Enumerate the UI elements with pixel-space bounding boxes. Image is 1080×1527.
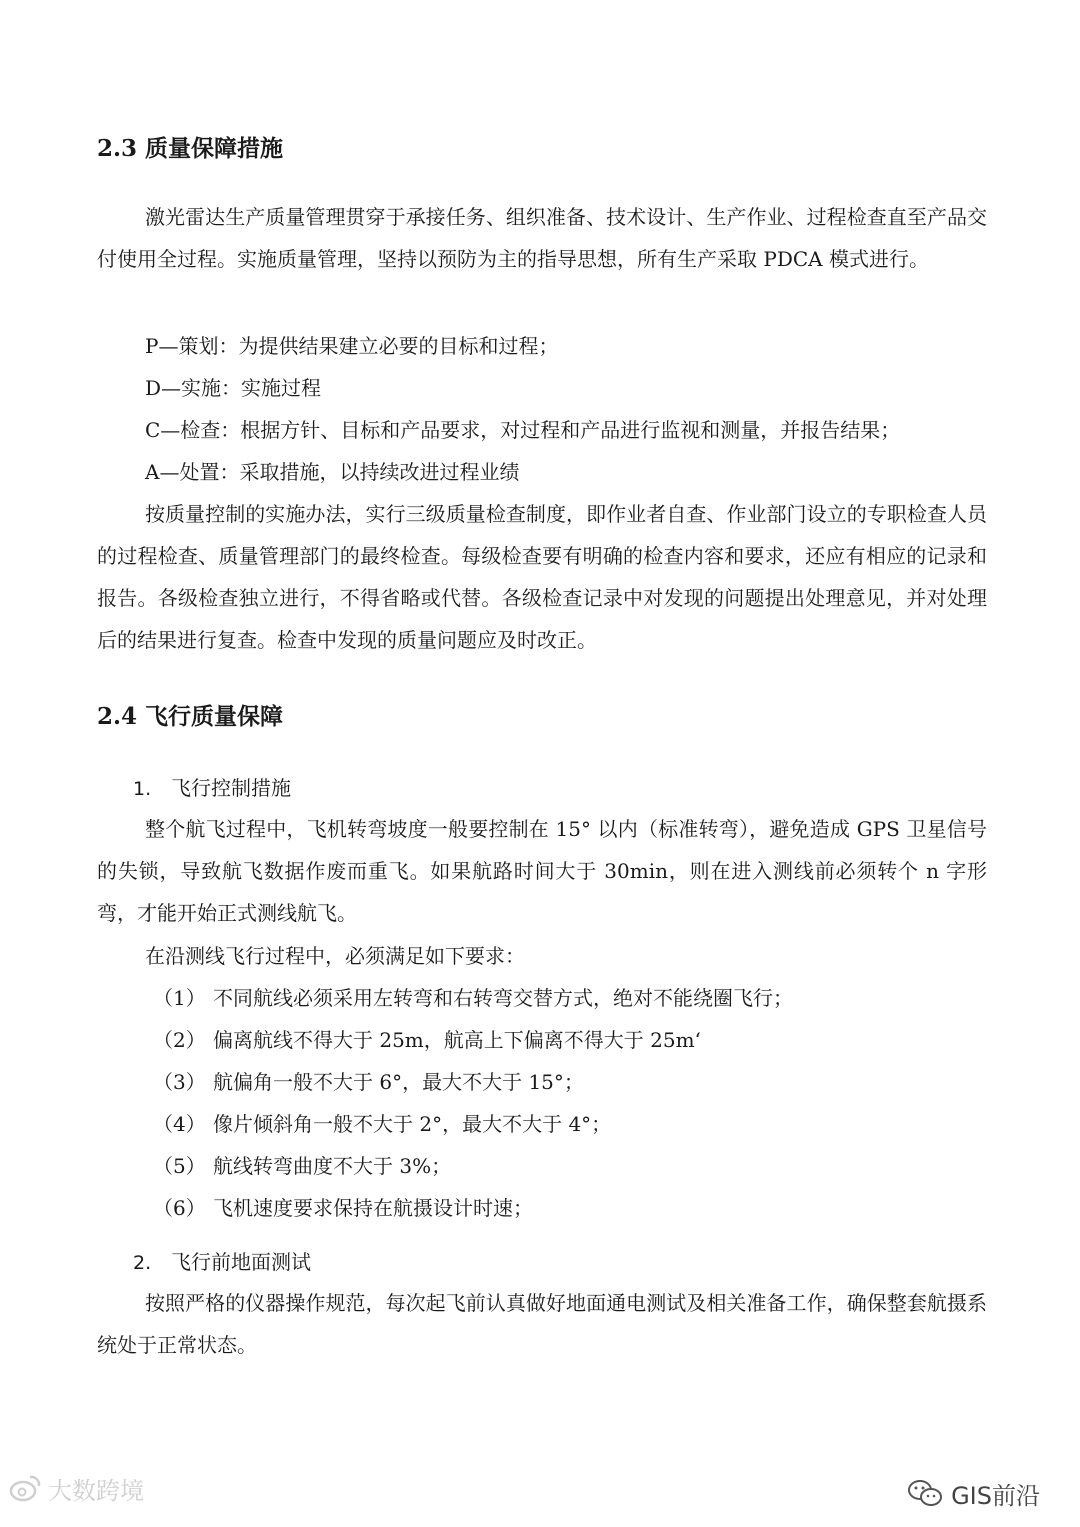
requirement-text: 飞机速度要求保持在航摄设计时速； — [213, 1196, 533, 1220]
section-2-3-intro: 激光雷达生产质量管理贯穿于承接任务、组织准备、技术设计、生产作业、过程检查直至产品交付使用全过程。实施质量管理，坚持以预防为主的指导思想，所有生产采取 PDCA 模式进行。 — [97, 205, 987, 271]
requirement-1 — [153, 984, 793, 1012]
weibo-logo-icon — [8, 1473, 42, 1503]
requirement-text: 航线转弯曲度不大于 3%； — [213, 1154, 452, 1178]
requirement-number: （4） — [153, 1112, 206, 1136]
watermark-left — [8, 1470, 144, 1506]
watermark-right — [907, 1475, 1040, 1511]
watermark-right-text: GIS前沿 — [951, 1481, 1040, 1510]
requirement-number: （5） — [153, 1154, 206, 1178]
wechat-logo-icon — [907, 1478, 943, 1508]
pdca-d: D—实施：实施过程 — [145, 376, 322, 400]
requirements-intro: 在沿测线飞行过程中，必须满足如下要求： — [145, 944, 525, 968]
pdca-c: C—检查：根据方针、目标和产品要求，对过程和产品进行监视和测量，并报告结果； — [145, 418, 901, 442]
requirement-4 — [153, 1110, 611, 1138]
item-2-title: 飞行前地面测试 — [171, 1250, 311, 1274]
requirement-text: 不同航线必须采用左转弯和右转弯交替方式，绝对不能绕圈飞行； — [213, 986, 793, 1010]
requirement-text: 像片倾斜角一般不大于 2°，最大不大于 4°； — [213, 1112, 612, 1136]
requirement-number: （6） — [153, 1196, 206, 1220]
item-1-heading — [133, 774, 291, 803]
requirement-text: 偏离航线不得大于 25m，航高上下偏离不得大于 25m‘ — [213, 1028, 701, 1052]
section-2-4-title: 2.4 飞行质量保障 — [97, 703, 284, 730]
item-2-paragraph: 按照严格的仪器操作规范，每次起飞前认真做好地面通电测试及相关准备工作，确保整套航摄系统处于正常状态。 — [97, 1291, 987, 1357]
item-2-number: 2. — [133, 1252, 152, 1274]
requirement-6 — [153, 1194, 533, 1222]
pdca-p: P—策划：为提供结果建立必要的目标和过程； — [145, 334, 559, 358]
item-1-paragraph: 整个航飞过程中，飞机转弯坡度一般要控制在 15° 以内（标准转弯），避免造成 GPS 卫星信号的失锁，导致航飞数据作废而重飞。如果航路时间大于 30min，则在进入测线前必须转个 n 字形弯，才能开始正式测线航飞。 — [97, 817, 987, 925]
requirement-number: （2） — [153, 1028, 206, 1052]
pdca-a: A—处置：采取措施，以持续改进过程业绩 — [145, 460, 520, 484]
item-1-number: 1. — [133, 778, 152, 800]
item-2-heading — [133, 1248, 311, 1277]
requirement-5 — [153, 1152, 451, 1180]
requirement-number: （3） — [153, 1070, 206, 1094]
item-1-title: 飞行控制措施 — [171, 776, 291, 800]
section-2-3-body: 按质量控制的实施办法，实行三级质量检查制度，即作业者自查、作业部门设立的专职检查人员的过程检查、质量管理部门的最终检查。每级检查要有明确的检查内容和要求，还应有相应的记录和报告。各级检查独立进行，不得省略或代替。各级检查记录中对发现的问题提出处理意见，并对处理后的结果进行复查。检查中发现的质量问题应及时改正。 — [97, 502, 987, 652]
requirement-3 — [153, 1068, 584, 1096]
watermark-left-text: 大数跨境 — [48, 1476, 144, 1505]
requirement-number: （1） — [153, 986, 206, 1010]
section-2-3-title: 2.3 质量保障措施 — [97, 135, 284, 162]
requirement-2 — [153, 1026, 701, 1054]
requirement-text: 航偏角一般不大于 6°，最大不大于 15°； — [213, 1070, 584, 1094]
